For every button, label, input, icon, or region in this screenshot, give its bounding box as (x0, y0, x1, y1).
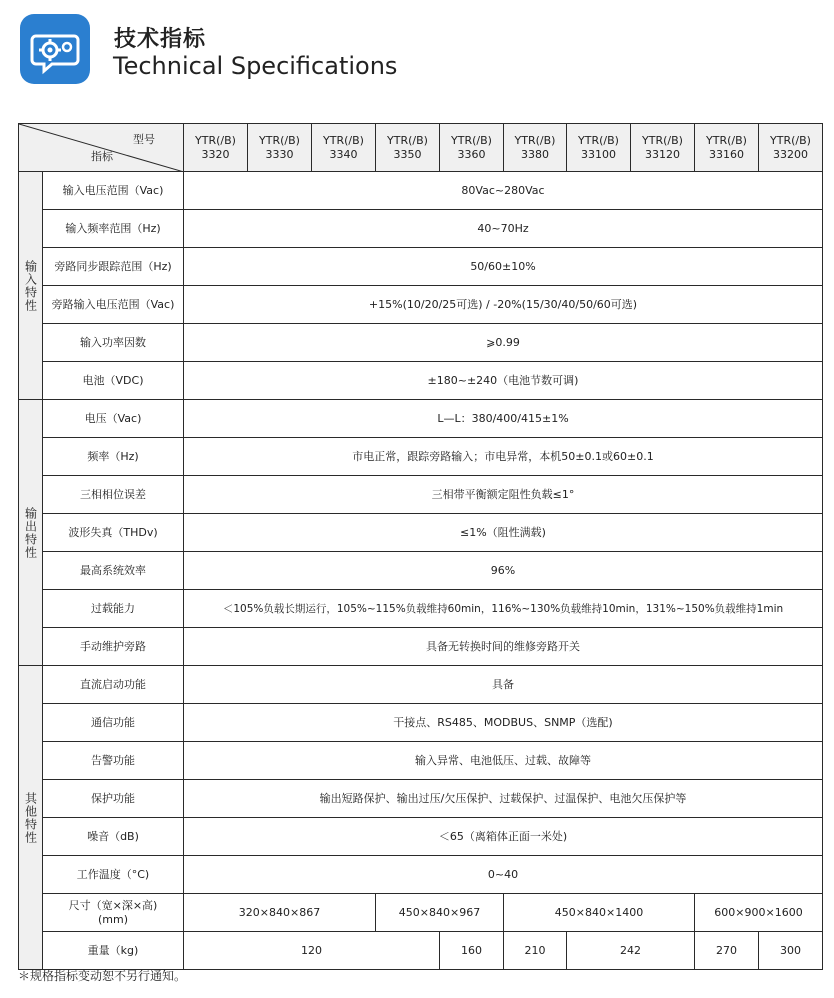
table-row (19, 780, 823, 818)
weight-value: 242 (567, 932, 695, 970)
table-row (19, 210, 823, 248)
gear-chat-icon (20, 14, 90, 84)
table-row (19, 438, 823, 476)
page-title-cn: 技术指标 (114, 27, 207, 52)
row-value: ＜65（离箱体正面一米处) (184, 818, 823, 856)
table-row (19, 856, 823, 894)
row-value: 具备 (184, 666, 823, 704)
model-header: YTR(/B) 3330 (248, 124, 312, 172)
row-value: 市电正常，跟踪旁路输入；市电异常，本机50±0.1或60±0.1 (184, 438, 823, 476)
row-label: 输入频率范围（Hz) (43, 210, 184, 248)
table-row (19, 476, 823, 514)
row-value: 96% (184, 552, 823, 590)
corner-model-label: 型号 (133, 133, 155, 146)
header-row (19, 124, 823, 172)
table-row (19, 818, 823, 856)
row-value: 输入异常、电池低压、过载、故障等 (184, 742, 823, 780)
row-value: ⩾0.99 (184, 324, 823, 362)
row-label-size: 尺寸（宽×深×高) (mm) (43, 894, 184, 932)
model-header: YTR(/B) 3380 (504, 124, 567, 172)
row-value: 具备无转换时间的维修旁路开关 (184, 628, 823, 666)
model-header: YTR(/B) 3340 (312, 124, 376, 172)
category-other: 其他特性 (19, 666, 43, 970)
model-header: YTR(/B) 33160 (695, 124, 759, 172)
row-label: 告警功能 (43, 742, 184, 780)
row-label: 旁路输入电压范围（Vac) (43, 286, 184, 324)
table-row (19, 286, 823, 324)
model-header: YTR(/B) 33200 (759, 124, 823, 172)
row-label: 重量（kg) (43, 932, 184, 970)
row-label: 噪音（dB) (43, 818, 184, 856)
size-value: 450×840×967 (376, 894, 504, 932)
table-row (19, 514, 823, 552)
weight-value: 270 (695, 932, 759, 970)
row-label: 手动维护旁路 (43, 628, 184, 666)
row-label: 最高系统效率 (43, 552, 184, 590)
weight-value: 120 (184, 932, 440, 970)
model-header: YTR(/B) 3360 (440, 124, 504, 172)
table-row (19, 704, 823, 742)
weight-value: 210 (504, 932, 567, 970)
table-row (19, 590, 823, 628)
row-value: L—L：380/400/415±1% (184, 400, 823, 438)
row-value: 80Vac~280Vac (184, 172, 823, 210)
row-label: 工作温度（°C) (43, 856, 184, 894)
model-header: YTR(/B) 33100 (567, 124, 631, 172)
model-header: YTR(/B) 33120 (631, 124, 695, 172)
row-value: +15%(10/20/25可选) / -20%(15/30/40/50/60可选) (184, 286, 823, 324)
corner-cell (19, 124, 184, 172)
row-label: 输入电压范围（Vac) (43, 172, 184, 210)
model-header: YTR(/B) 3320 (184, 124, 248, 172)
row-value: 三相带平衡额定阻性负载≤1° (184, 476, 823, 514)
table-row (19, 172, 823, 210)
table-row (19, 932, 823, 970)
page-header (20, 14, 620, 84)
row-label: 三相相位误差 (43, 476, 184, 514)
row-value: ±180~±240（电池节数可调) (184, 362, 823, 400)
table-row (19, 628, 823, 666)
size-value: 320×840×867 (184, 894, 376, 932)
category-input: 输入特性 (19, 172, 43, 400)
table-row (19, 894, 823, 932)
table-row (19, 400, 823, 438)
table-row (19, 248, 823, 286)
size-value: 450×840×1400 (504, 894, 695, 932)
row-label: 旁路同步跟踪范围（Hz) (43, 248, 184, 286)
row-label: 直流启动功能 (43, 666, 184, 704)
row-label: 电压（Vac) (43, 400, 184, 438)
table-row (19, 362, 823, 400)
row-label: 过载能力 (43, 590, 184, 628)
spec-table (18, 123, 823, 970)
corner-spec-label: 指标 (91, 150, 113, 163)
table-row (19, 742, 823, 780)
row-label: 保护功能 (43, 780, 184, 818)
size-value: 600×900×1600 (695, 894, 823, 932)
row-value: ≤1%（阻性满载) (184, 514, 823, 552)
row-value: ＜105%负载长期运行，105%~115%负载维持60min，116%~130%负载维持10min，131%~150%负载维持1min (184, 590, 823, 628)
row-label: 输入功率因数 (43, 324, 184, 362)
table-row (19, 552, 823, 590)
row-label: 频率（Hz) (43, 438, 184, 476)
row-value: 0~40 (184, 856, 823, 894)
row-value: 50/60±10% (184, 248, 823, 286)
row-value: 干接点、RS485、MODBUS、SNMP（选配) (184, 704, 823, 742)
weight-value: 160 (440, 932, 504, 970)
model-header: YTR(/B) 3350 (376, 124, 440, 172)
table-row (19, 324, 823, 362)
weight-value: 300 (759, 932, 823, 970)
row-label: 通信功能 (43, 704, 184, 742)
category-output: 输出特性 (19, 400, 43, 666)
row-value: 输出短路保护、输出过压/欠压保护、过载保护、过温保护、电池欠压保护等 (184, 780, 823, 818)
row-label: 电池（VDC) (43, 362, 184, 400)
footnote: ＊规格指标变动恕不另行通知。 (18, 969, 187, 983)
row-label: 波形失真（THDv) (43, 514, 184, 552)
table-row (19, 666, 823, 704)
row-value: 40~70Hz (184, 210, 823, 248)
page-title-en: Technical Specifications (113, 52, 398, 80)
